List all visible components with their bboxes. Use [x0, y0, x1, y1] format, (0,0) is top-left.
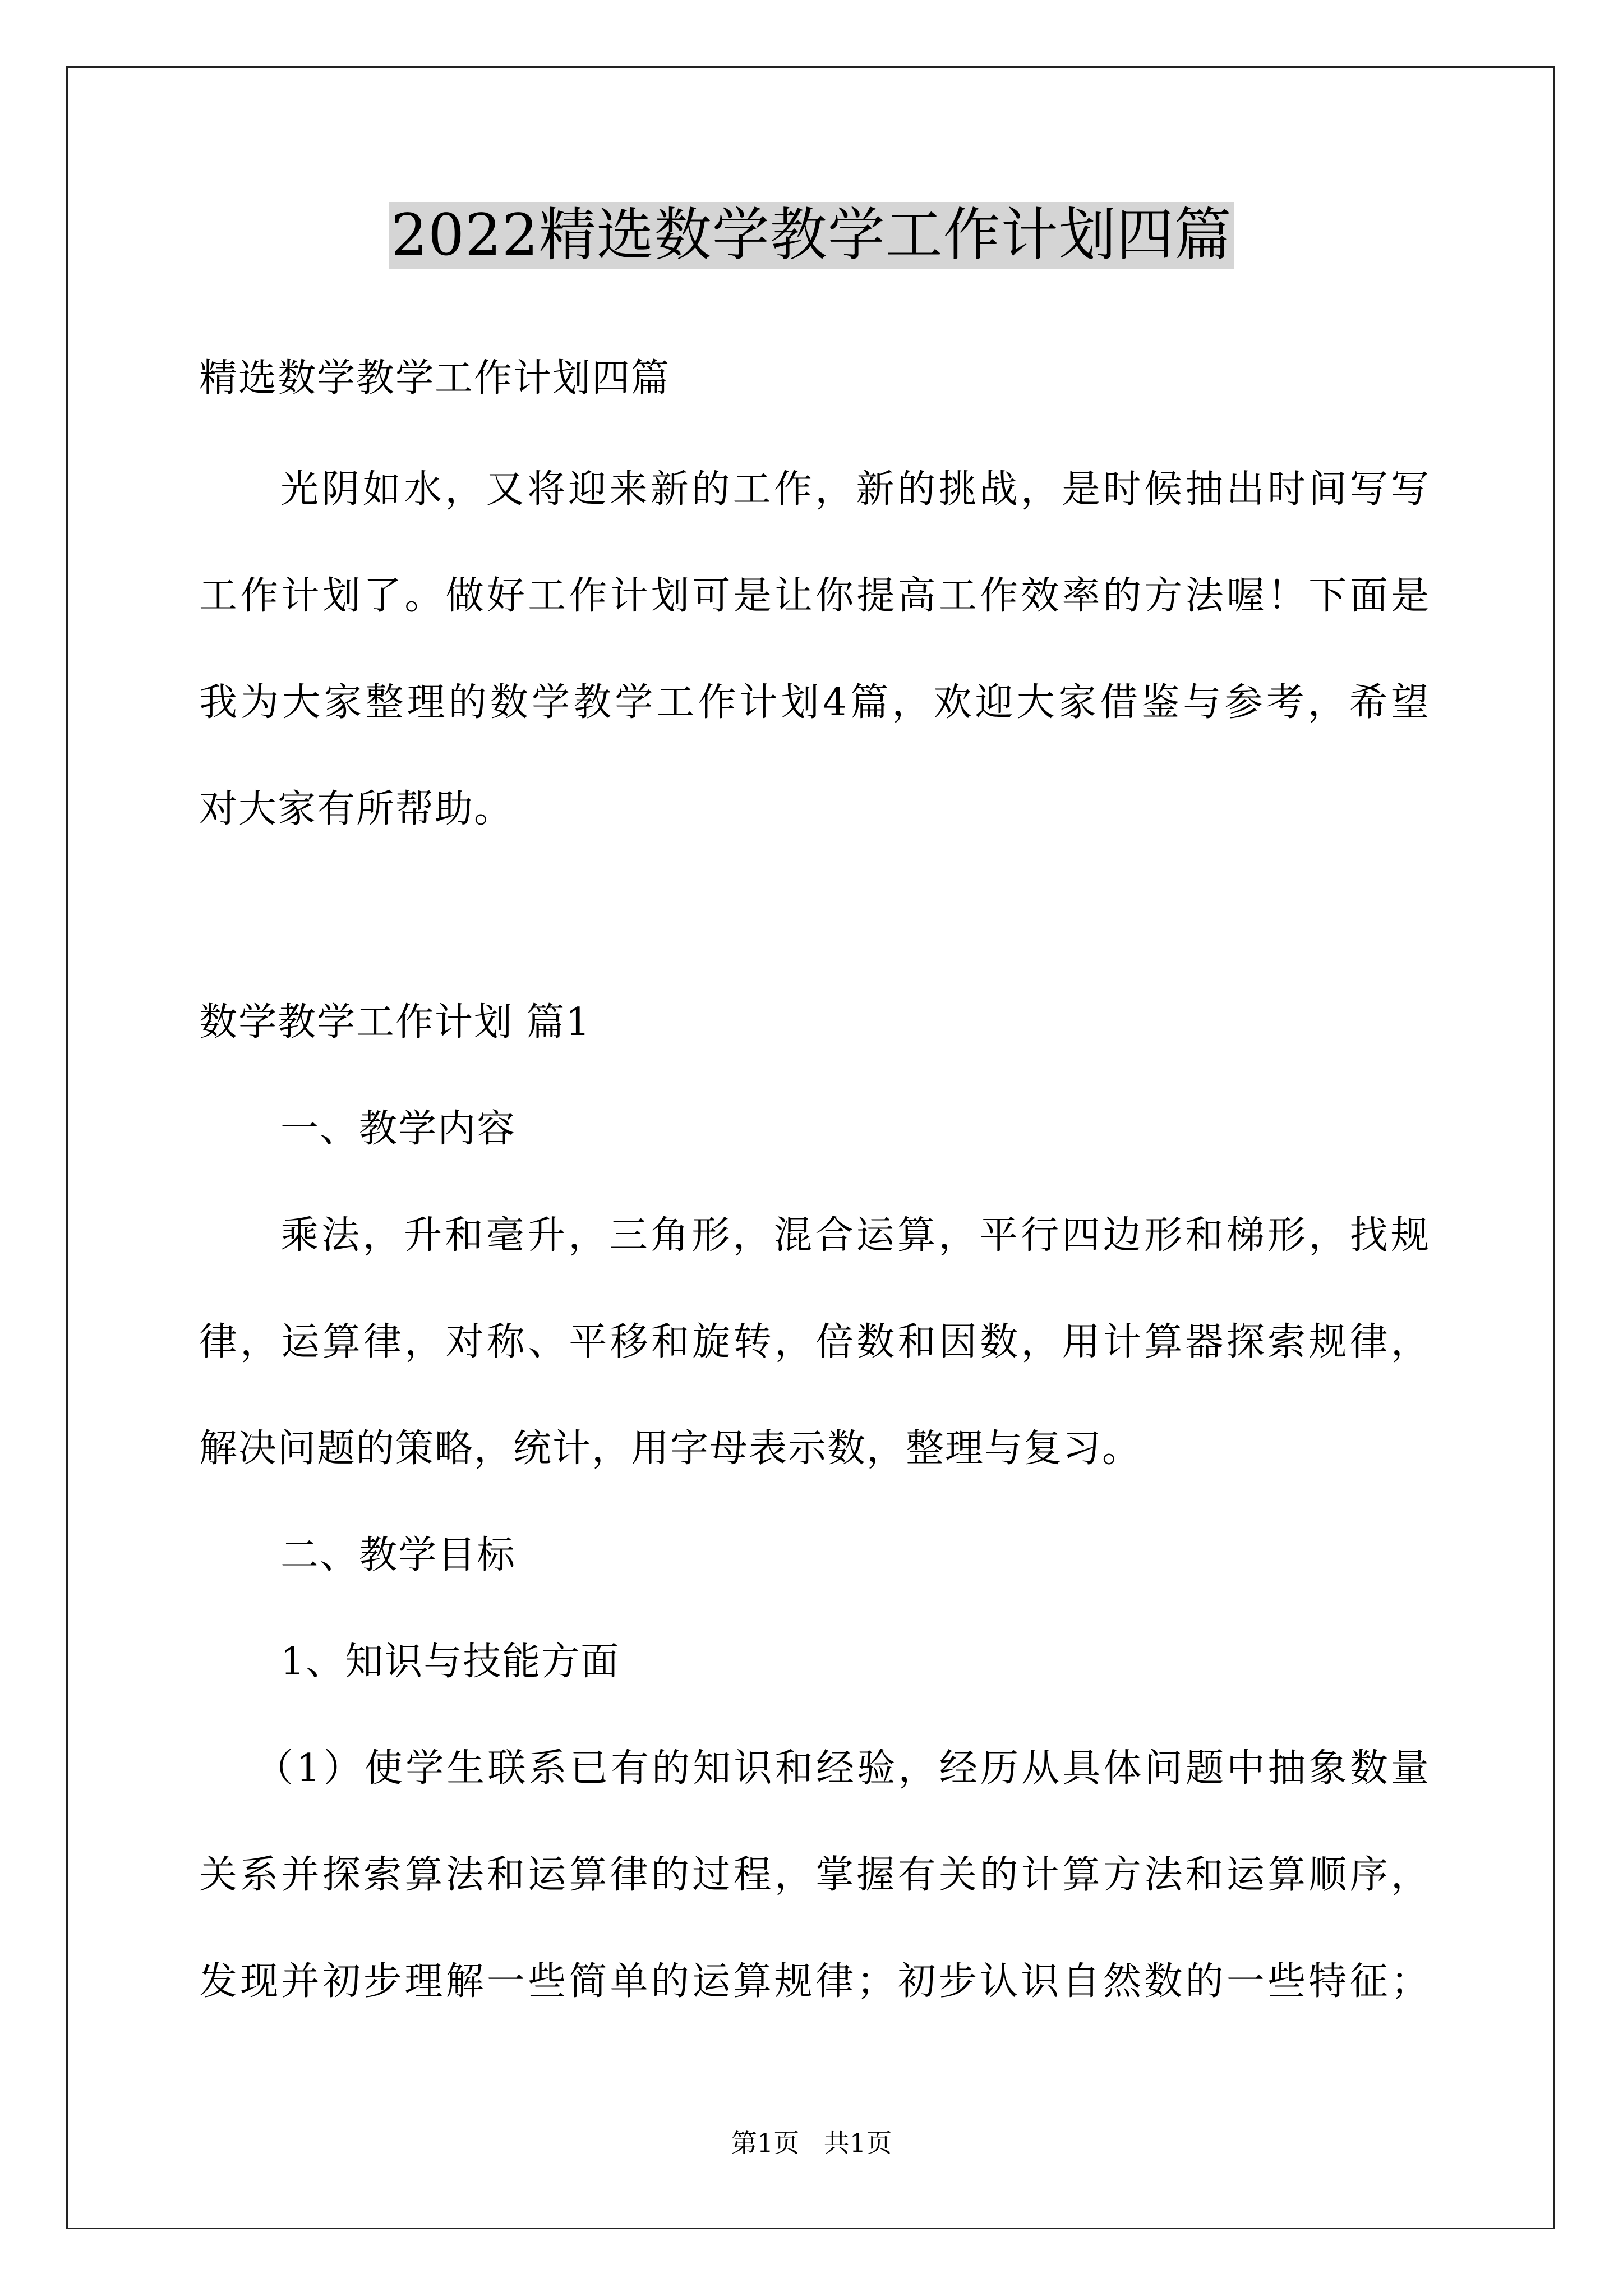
content-line-1: 乘法，升和毫升，三角形，混合运算，平行四边形和梯形，找规 — [280, 1213, 1430, 1258]
intro-line-2: 工作计划了。做好工作计划可是让你提高工作效率的方法喔！下面是 — [199, 574, 1430, 618]
goal-line-3: 发现并初步理解一些简单的运算规律；初步认识自然数的一些特征； — [199, 1959, 1430, 2004]
content-line-2: 律，运算律，对称、平移和旋转，倍数和因数，用计算器探索规律， — [199, 1320, 1430, 1364]
intro-line-4: 对大家有所帮助。 — [199, 787, 514, 831]
document-subtitle: 精选数学教学工作计划四篇 — [199, 356, 671, 401]
content-line-3: 解决问题的策略，统计，用字母表示数，整理与复习。 — [199, 1427, 1142, 1471]
document-title-text: 2022精选数学教学工作计划四篇 — [389, 202, 1234, 269]
heading-content: 一、教学内容 — [280, 1107, 517, 1151]
intro-line-3: 我为大家整理的数学教学工作计划4篇，欢迎大家借鉴与参考，希望 — [199, 680, 1430, 725]
document-title — [0, 196, 1623, 275]
page-footer: 第1页 共1页 — [731, 2128, 892, 2158]
goal-line-2: 关系并探索算法和运算律的过程，掌握有关的计算方法和运算顺序， — [199, 1853, 1430, 1897]
heading-knowledge: 1、知识与技能方面 — [280, 1640, 620, 1684]
heading-goals: 二、教学目标 — [280, 1533, 517, 1577]
goal-line-1: （1）使学生联系已有的知识和经验，经历从具体问题中抽象数量 — [255, 1746, 1430, 1791]
intro-line-1: 光阴如水，又将迎来新的工作，新的挑战，是时候抽出时间写写 — [280, 467, 1430, 512]
section1-heading: 数学教学工作计划 篇1 — [199, 1000, 591, 1045]
